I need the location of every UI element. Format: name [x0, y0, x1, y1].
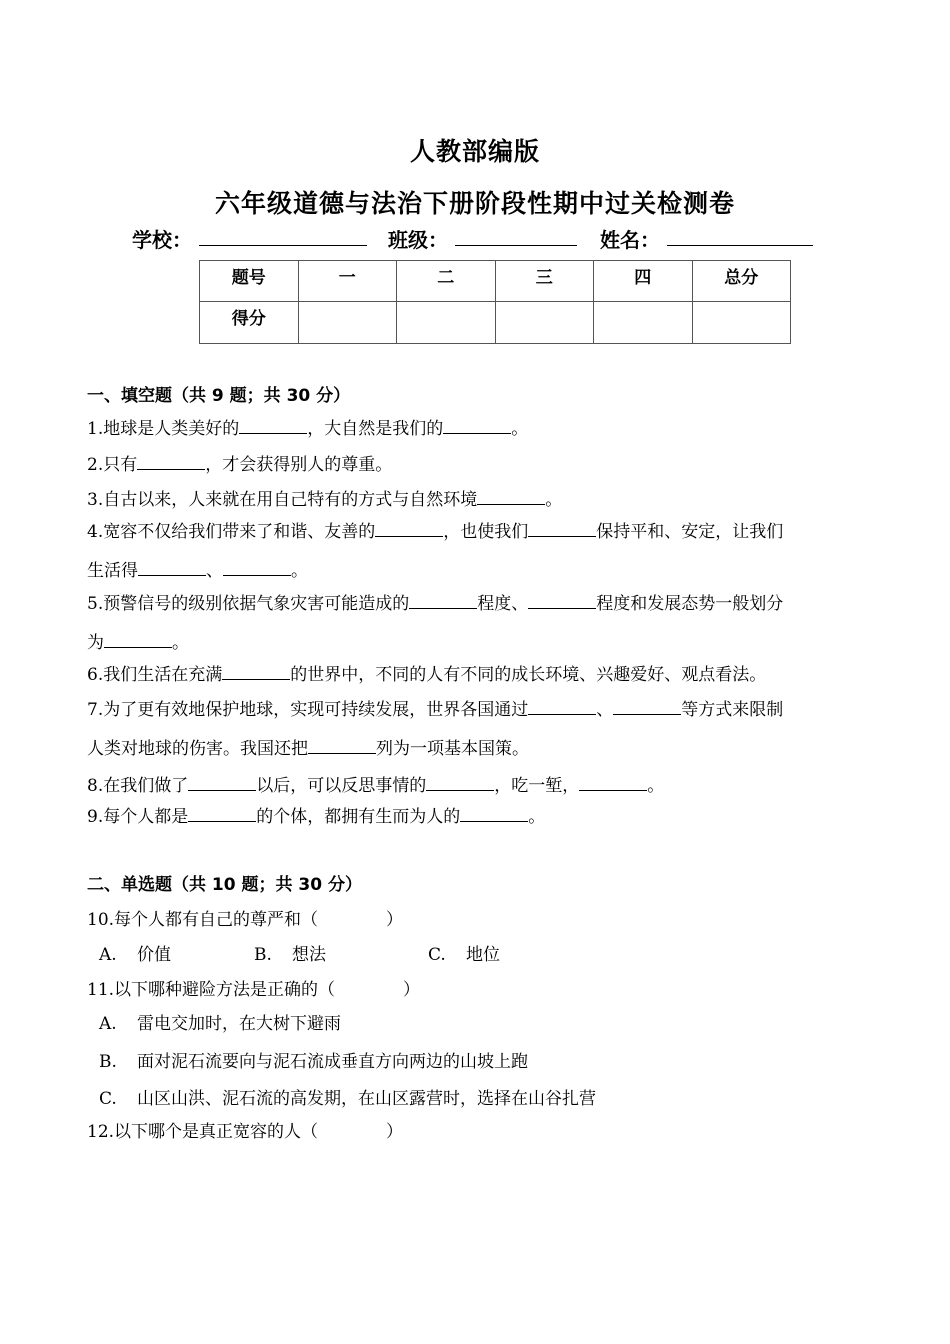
question-11-option-a[interactable] — [99, 1009, 341, 1034]
option-text: 价值 — [137, 945, 171, 965]
question-text: 8.在我们做了 — [87, 776, 189, 796]
question-6-line — [87, 660, 766, 685]
answer-blank[interactable] — [613, 700, 681, 715]
answer-blank[interactable] — [104, 633, 172, 648]
score-table-header-cell: 四 — [594, 261, 693, 302]
option-letter: A. — [99, 1014, 117, 1034]
answer-blank[interactable] — [137, 455, 205, 470]
option-text: 地位 — [466, 945, 500, 965]
answer-blank[interactable] — [409, 594, 477, 609]
answer-blank[interactable] — [426, 776, 494, 791]
question-4-line — [87, 556, 308, 581]
class-label: 班级： — [388, 228, 448, 252]
question-10-option-b[interactable] — [254, 940, 326, 965]
answer-blank[interactable] — [239, 419, 307, 434]
question-3-line — [87, 485, 562, 510]
question-text: 以后，可以反思事情的 — [256, 776, 427, 796]
answer-blank[interactable] — [188, 776, 256, 791]
question-text: 。 — [647, 776, 665, 796]
question-10-option-c[interactable] — [428, 940, 500, 965]
question-text: 。 — [528, 807, 546, 827]
question-2-line — [87, 450, 392, 475]
question-text: 等方式来限制 — [681, 700, 784, 720]
answer-blank[interactable] — [375, 522, 443, 537]
question-text: 3.自古以来，人来就在用自己特有的方式与自然环境 — [87, 490, 478, 510]
answer-blank[interactable] — [579, 776, 647, 791]
question-5-line — [87, 628, 189, 653]
score-cell[interactable] — [298, 302, 397, 344]
answer-blank[interactable] — [138, 561, 206, 576]
section1-heading: 一、填空题（共 9 题；共 30 分） — [87, 386, 351, 406]
answer-blank[interactable] — [460, 807, 528, 822]
question-text: 1.地球是人类美好的 — [87, 419, 240, 439]
section2-heading: 二、单选题（共 10 题；共 30 分） — [87, 875, 362, 895]
question-text: 。 — [291, 561, 308, 581]
answer-blank[interactable] — [528, 594, 596, 609]
question-text: 2.只有 — [87, 455, 138, 475]
question-text: 人类对地球的伤害。我国还把 — [87, 739, 308, 759]
option-letter: B. — [99, 1052, 117, 1072]
option-letter: C. — [99, 1089, 117, 1109]
question-text: 的世界中，不同的人有不同的成长环境、兴趣爱好、观点看法。 — [290, 665, 767, 685]
question-text: 。 — [172, 633, 189, 653]
option-text: 雷电交加时，在大树下避雨 — [137, 1014, 341, 1034]
name-label: 姓名： — [600, 228, 660, 252]
answer-blank[interactable] — [223, 561, 291, 576]
score-cell[interactable] — [397, 302, 496, 344]
score-table-score-row — [200, 302, 791, 344]
question-text: 程度、 — [477, 594, 529, 614]
question-text: 生活得 — [87, 561, 138, 581]
question-11-option-c[interactable] — [99, 1084, 596, 1109]
option-text: 想法 — [292, 945, 326, 965]
school-field[interactable] — [199, 245, 367, 246]
score-table-header-cell: 三 — [495, 261, 594, 302]
score-table-header-cell: 题号 — [200, 261, 299, 302]
question-text: 5.预警信号的级别依据气象灾害可能造成的 — [87, 594, 410, 614]
name-field[interactable] — [667, 245, 813, 246]
exam-title: 六年级道德与法治下册阶段性期中过关检测卷 — [214, 189, 735, 218]
question-4-line — [87, 517, 783, 542]
question-10-stem: 10.每个人都有自己的尊严和（ ） — [87, 910, 404, 930]
question-text: 4.宽容不仅给我们带来了和谐、友善的 — [87, 522, 376, 542]
question-text: 、 — [596, 700, 614, 720]
option-letter: B. — [254, 945, 272, 965]
option-text: 面对泥石流要向与泥石流成垂直方向两边的山坡上跑 — [137, 1052, 528, 1072]
score-cell[interactable] — [692, 302, 791, 344]
question-11-option-b[interactable] — [99, 1047, 528, 1072]
school-label: 学校： — [132, 228, 192, 252]
score-table-header-row — [200, 261, 791, 302]
question-text: ，大自然是我们的 — [307, 419, 444, 439]
score-table-header-cell: 总分 — [692, 261, 791, 302]
question-text: 保持平和、安定，让我们 — [596, 522, 784, 542]
answer-blank[interactable] — [477, 490, 545, 505]
score-table — [199, 260, 791, 344]
option-letter: C. — [428, 945, 446, 965]
question-text: 6.我们生活在充满 — [87, 665, 223, 685]
question-7-line — [87, 695, 783, 720]
question-text: ，吃一堑， — [494, 776, 580, 796]
question-8-line — [87, 771, 664, 796]
answer-blank[interactable] — [528, 700, 596, 715]
score-cell[interactable] — [495, 302, 594, 344]
question-text: 。 — [511, 419, 529, 439]
answer-blank[interactable] — [443, 419, 511, 434]
answer-blank[interactable] — [528, 522, 596, 537]
question-text: 7.为了更有效地保护地球，实现可持续发展，世界各国通过 — [87, 700, 529, 720]
question-text: 、 — [206, 561, 223, 581]
question-7-line — [87, 734, 529, 759]
question-text: 程度和发展态势一般划分 — [596, 594, 784, 614]
option-letter: A. — [99, 945, 117, 965]
question-text: 。 — [545, 490, 563, 510]
question-9-line — [87, 802, 545, 827]
question-5-line — [87, 589, 783, 614]
question-text: 9.每个人都是 — [87, 807, 189, 827]
question-text: ，才会获得别人的尊重。 — [205, 455, 393, 475]
question-10-option-a[interactable] — [99, 940, 171, 965]
score-cell[interactable] — [594, 302, 693, 344]
answer-blank[interactable] — [308, 739, 376, 754]
answer-blank[interactable] — [188, 807, 256, 822]
question-text: 列为一项基本国策。 — [376, 739, 529, 759]
score-table-header-cell: 一 — [298, 261, 397, 302]
question-text: 的个体，都拥有生而为人的 — [256, 807, 461, 827]
question-1-line — [87, 414, 528, 439]
score-table-header-cell: 二 — [397, 261, 496, 302]
answer-blank[interactable] — [222, 665, 290, 680]
question-text: 为 — [87, 633, 104, 653]
score-label-cell: 得分 — [200, 302, 299, 344]
question-11-stem: 11.以下哪种避险方法是正确的（ ） — [87, 980, 421, 1000]
publisher-title: 人教部编版 — [409, 137, 540, 166]
question-12-stem: 12.以下哪个是真正宽容的人（ ） — [87, 1122, 404, 1142]
class-field[interactable] — [455, 245, 577, 246]
question-text: ，也使我们 — [443, 522, 529, 542]
option-text: 山区山洪、泥石流的高发期，在山区露营时，选择在山谷扎营 — [137, 1089, 596, 1109]
